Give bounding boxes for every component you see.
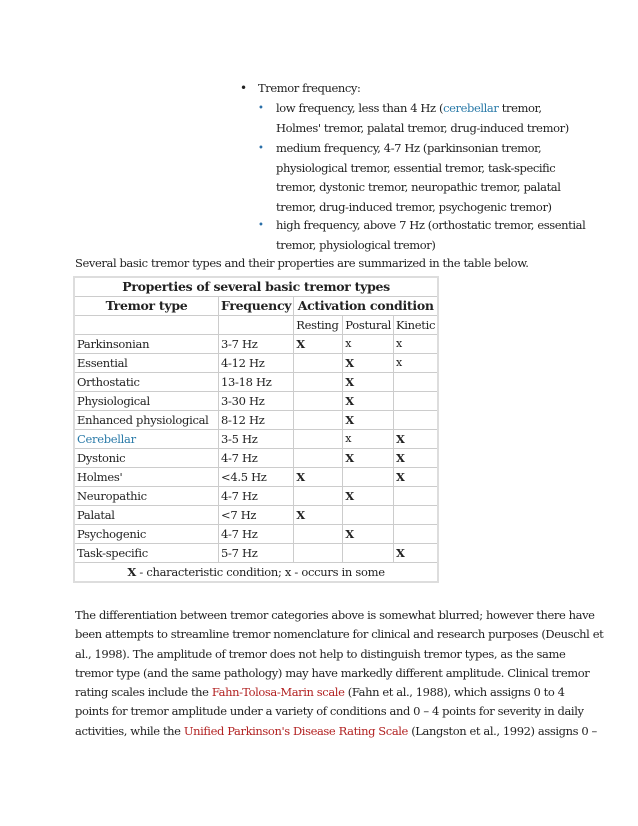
updrs-link[interactable]: Unified Parkinson's Disease Rating Scale	[183, 723, 408, 738]
table-row	[74, 373, 438, 392]
cell-frequency: 3-5 Hz	[219, 430, 294, 449]
intro-text: Several basic tremor types and their properties are summarized in the table below.	[75, 256, 529, 270]
cell-frequency: 3-7 Hz	[219, 335, 294, 354]
cell-type: Neuropathic	[74, 487, 219, 506]
cell-postural: x	[343, 335, 394, 354]
table-row	[74, 430, 438, 449]
cell-resting: X	[294, 506, 343, 525]
subheader-resting: Resting	[294, 316, 343, 335]
bullet-text: Tremor frequency:	[258, 81, 361, 95]
cell-kinetic: x	[394, 335, 439, 354]
cell-kinetic	[394, 411, 439, 430]
cell-postural: X	[343, 373, 394, 392]
cell-type: Parkinsonian	[74, 335, 219, 354]
cell-kinetic	[394, 506, 439, 525]
cell-resting	[294, 373, 343, 392]
subheader-postural: Postural	[343, 316, 394, 335]
cell-resting	[294, 392, 343, 411]
cell-frequency: 4-7 Hz	[219, 525, 294, 544]
cell-postural	[343, 506, 394, 525]
cell-kinetic	[394, 487, 439, 506]
cerebellar-table-link[interactable]: Cerebellar	[77, 432, 136, 446]
table-row	[74, 525, 438, 544]
cell-postural	[343, 544, 394, 563]
cell-frequency: 4-7 Hz	[219, 449, 294, 468]
cell-kinetic	[394, 373, 439, 392]
cell-type	[74, 430, 219, 449]
cell-kinetic: X	[394, 544, 439, 563]
cerebellar-link[interactable]: cerebellar	[443, 101, 499, 115]
cell-resting	[294, 354, 343, 373]
cell-kinetic: X	[394, 430, 439, 449]
cell-resting	[294, 430, 343, 449]
cell-type: Psychogenic	[74, 525, 219, 544]
cell-kinetic	[394, 525, 439, 544]
subheader-kinetic: Kinetic	[394, 316, 439, 335]
cell-type: Holmes'	[74, 468, 219, 487]
table-row	[74, 506, 438, 525]
table-row	[74, 468, 438, 487]
cell-type: Orthostatic	[74, 373, 219, 392]
cell-kinetic: X	[394, 468, 439, 487]
bullet-icon: •	[258, 220, 264, 231]
cell-kinetic: x	[394, 354, 439, 373]
cell-frequency: <4.5 Hz	[219, 468, 294, 487]
cell-postural: X	[343, 392, 394, 411]
cell-postural: X	[343, 411, 394, 430]
cell-resting	[294, 449, 343, 468]
cell-resting: X	[294, 335, 343, 354]
cell-type: Essential	[74, 354, 219, 373]
cell-resting	[294, 544, 343, 563]
cell-frequency: 5-7 Hz	[219, 544, 294, 563]
table-row	[74, 544, 438, 563]
cell-type: Dystonic	[74, 449, 219, 468]
cell-resting	[294, 487, 343, 506]
cell-frequency: <7 Hz	[219, 506, 294, 525]
header-activation: Activation condition	[294, 297, 438, 316]
table-row	[74, 411, 438, 430]
tremor-table	[73, 276, 439, 583]
cell-resting	[294, 525, 343, 544]
fahn-tolosa-marin-link[interactable]: Fahn-Tolosa-Marin scale	[211, 685, 345, 700]
cell-postural: X	[343, 354, 394, 373]
cell-postural: X	[343, 487, 394, 506]
cell-frequency: 4-7 Hz	[219, 487, 294, 506]
cell-type: Task-specific	[74, 544, 219, 563]
table-row	[74, 392, 438, 411]
cell-postural	[343, 468, 394, 487]
table-row	[74, 449, 438, 468]
table-legend: X - characteristic condition; x - occurs in some	[74, 563, 438, 583]
cell-type: Physiological	[74, 392, 219, 411]
bullet-icon: •	[258, 143, 264, 154]
cell-frequency: 8-12 Hz	[219, 411, 294, 430]
table-row	[74, 354, 438, 373]
bullet-icon: •	[258, 103, 264, 114]
header-frequency: Frequency	[219, 297, 294, 316]
table-title: Properties of several basic tremor types	[74, 277, 438, 297]
cell-type: Palatal	[74, 506, 219, 525]
cell-resting: X	[294, 468, 343, 487]
cell-frequency: 13-18 Hz	[219, 373, 294, 392]
table-row	[74, 487, 438, 506]
body-paragraph: The differentiation between tremor categories above is somewhat blurred; however there have been attempts to streamline tremor nomenclature for clinical and research purposes (Deuschl et al., 1998). The amplitude of tremor does not help to distinguish tremor types, as the same tremor type (and the same pathology) may have markedly different amplitude. Clinical tremor rating scales include the Fahn-Tolosa-Marin scale (Fahn et al., 1988), which assigns 0 to 4 points for tremor amplitude under a variety of conditions and 0 – 4 points for severity in daily activities, while the Unified Parkinson's Disease Rating Scale (Langston et al., 1992) assigns 0 –	[75, 608, 604, 738]
cell-kinetic	[394, 392, 439, 411]
cell-postural: x	[343, 430, 394, 449]
header-tremor-type: Tremor type	[74, 297, 219, 316]
cell-postural: X	[343, 525, 394, 544]
cell-type: Enhanced physiological	[74, 411, 219, 430]
cell-resting	[294, 411, 343, 430]
cell-frequency: 4-12 Hz	[219, 354, 294, 373]
cell-kinetic: X	[394, 449, 439, 468]
table-row	[74, 335, 438, 354]
bullet-icon: •	[240, 81, 248, 95]
cell-postural: X	[343, 449, 394, 468]
cell-frequency: 3-30 Hz	[219, 392, 294, 411]
